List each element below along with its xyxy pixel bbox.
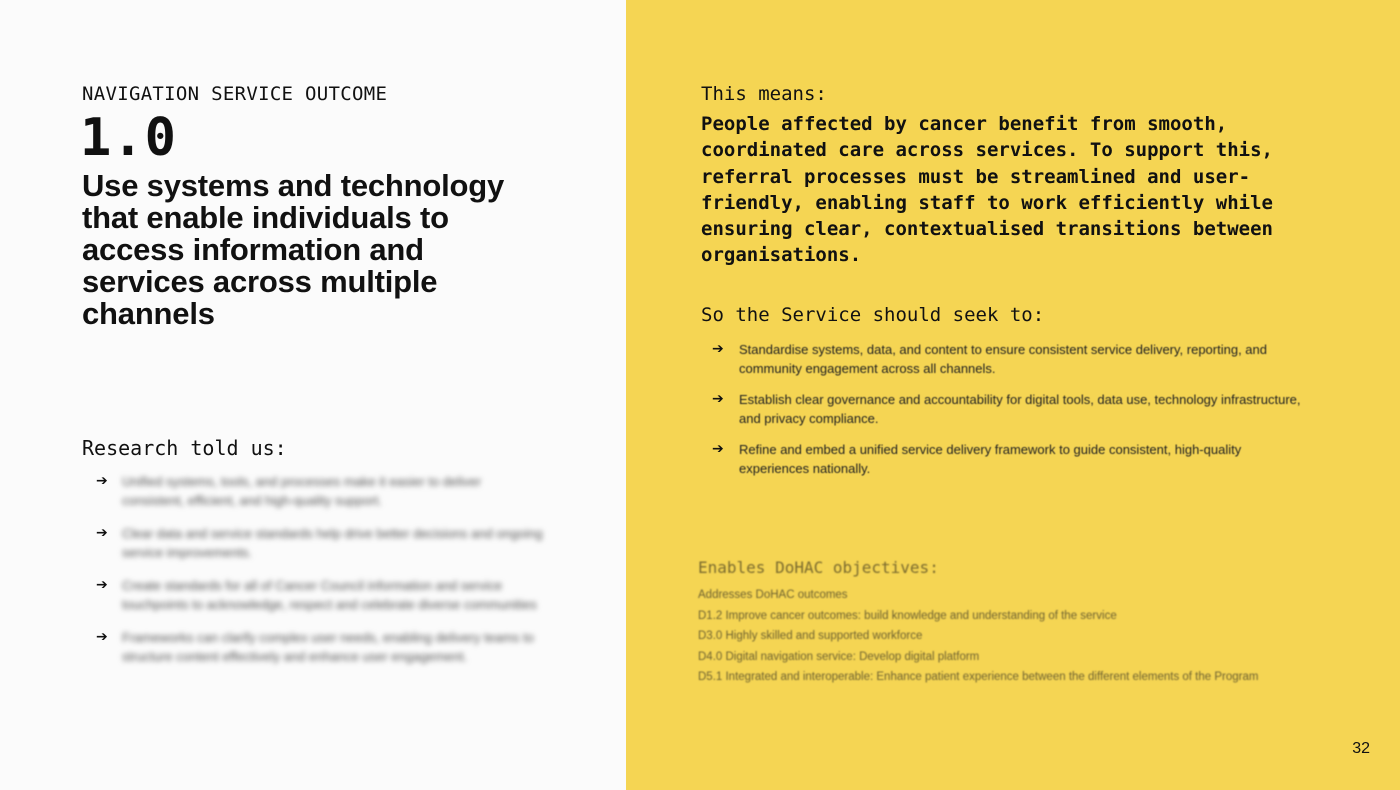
enables-item: D5.1 Integrated and interoperable: Enhance patient experience between the different elements of the Program: [698, 671, 1259, 683]
enables-item: D3.0 Highly skilled and supported workforce: [698, 630, 923, 642]
research-item-text: Unified systems, tools, and processes make it easier to deliver consistent, efficient, and high-quality support.: [122, 474, 482, 508]
enables-item: D1.2 Improve cancer outcomes: build knowledge and understanding of the service: [698, 609, 1117, 622]
arrow-right-icon: ➔: [712, 391, 724, 407]
outcome-number: 1.0: [80, 108, 177, 168]
right-panel: [626, 0, 1400, 790]
arrow-right-icon: ➔: [96, 473, 108, 489]
outcome-headline: Use systems and technology that enable individuals to access information and services across multiple channels: [82, 168, 505, 331]
means-body: People affected by cancer benefit from smooth, coordinated care across services. To support this, referral processes must be streamlined and user-friendly, enabling staff to work efficiently while ensuring clear, contextualised transitions between organisations.: [701, 113, 1273, 267]
arrow-right-icon: ➔: [96, 525, 108, 541]
arrow-right-icon: ➔: [712, 441, 724, 457]
research-item: [96, 628, 546, 666]
seek-list: [712, 340, 1312, 490]
research-item: [96, 576, 546, 614]
seek-title: So the Service should seek to:: [701, 304, 1045, 326]
page-number: 32: [1352, 740, 1370, 757]
research-item-text: Clear data and service standards help drive better decisions and ongoing service improvements.: [122, 526, 543, 560]
means-label: This means:: [701, 83, 827, 105]
seek-item: [712, 440, 1312, 478]
arrow-right-icon: ➔: [712, 341, 724, 357]
seek-item: [712, 390, 1312, 428]
research-title: Research told us:: [82, 436, 287, 460]
enables-item: Addresses DoHAC outcomes: [698, 589, 848, 601]
research-item-text: Create standards for all of Cancer Council information and service touchpoints to acknowledge, respect and celebrate diverse communities: [122, 578, 537, 612]
research-list: [96, 472, 546, 680]
research-item: [96, 524, 546, 562]
seek-item-text: Refine and embed a unified service delivery framework to guide consistent, high-quality experiences nationally.: [739, 442, 1242, 476]
seek-item-text: Standardise systems, data, and content to ensure consistent service delivery, reporting, and community engagement across all channels.: [739, 342, 1267, 376]
seek-item: [712, 340, 1312, 378]
left-panel: [0, 0, 626, 790]
arrow-right-icon: ➔: [96, 577, 108, 593]
enables-list: [698, 585, 1358, 688]
outcome-eyebrow: NAVIGATION SERVICE OUTCOME: [82, 83, 388, 105]
enables-item: D4.0 Digital navigation service: Develop digital platform: [698, 650, 980, 663]
arrow-right-icon: ➔: [96, 629, 108, 645]
research-item-text: Frameworks can clarify complex user needs, enabling delivery teams to structure content effectively and enhance user engagement.: [122, 630, 534, 664]
enables-title: Enables DoHAC objectives:: [698, 558, 939, 577]
research-item: [96, 472, 546, 510]
seek-item-text: Establish clear governance and accountability for digital tools, data use, technology infrastructure, and privacy compliance.: [739, 392, 1301, 426]
